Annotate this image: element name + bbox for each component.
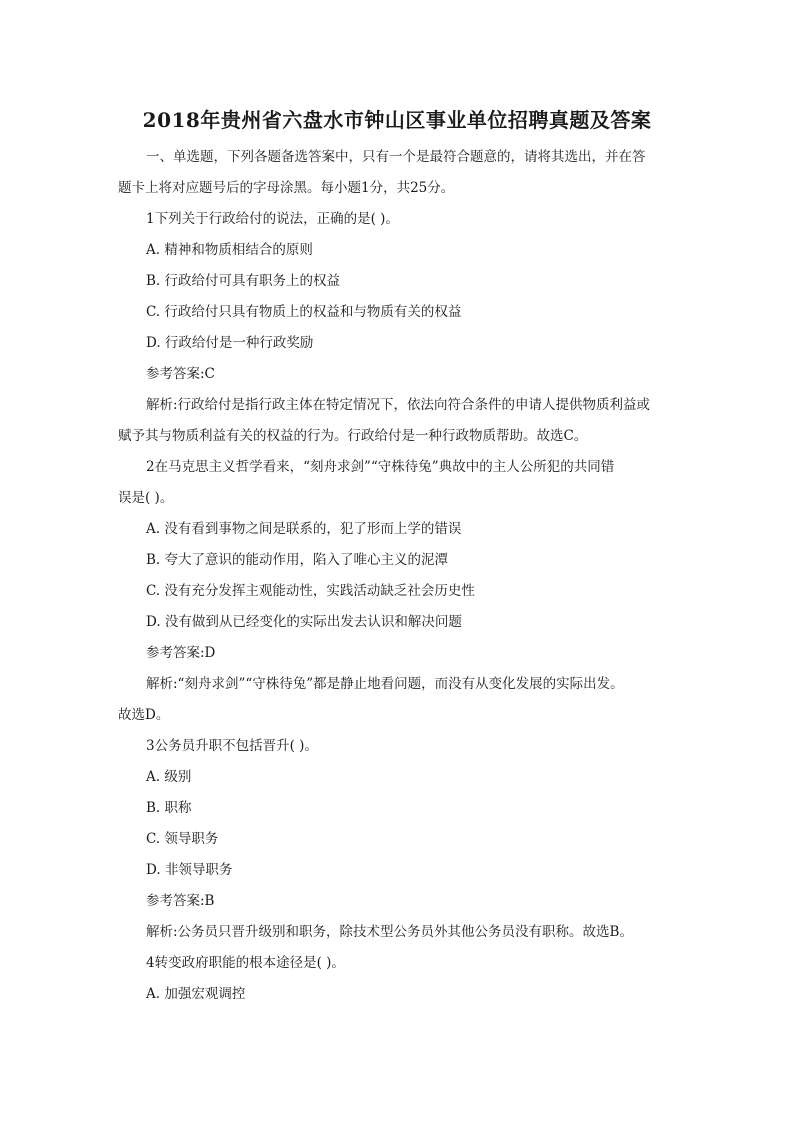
answer-key: 参考答案:D (146, 645, 216, 661)
question-option: B. 行政给付可具有职务上的权益 (146, 273, 341, 289)
answer-key: 参考答案:C (146, 366, 215, 382)
question-stem: 2在马克思主义哲学看来，“刻舟求剑”“守株待兔”典故中的主人公所犯的共同错 (146, 459, 615, 475)
question-option: D. 没有做到从已经变化的实际出发去认识和解决问题 (146, 614, 462, 630)
question-option: A. 加强宏观调控 (146, 986, 246, 1002)
question-stem: 误是( )。 (118, 490, 174, 506)
question-option: A. 没有看到事物之间是联系的，犯了形而上学的错误 (146, 521, 462, 537)
answer-analysis: 故选D。 (118, 707, 170, 723)
question-option: D. 非领导职务 (146, 862, 233, 878)
question-option: C. 没有充分发挥主观能动性，实践活动缺乏社会历史性 (146, 583, 475, 599)
question-option: D. 行政给付是一种行政奖励 (146, 335, 314, 351)
answer-analysis: 解析:“刻舟求剑”“守株待兔”都是静止地看问题，而没有从变化发展的实际出发。 (146, 676, 624, 692)
section-intro-line: 题卡上将对应题号后的字母涂黑。每小题1分，共25分。 (118, 180, 455, 196)
section-intro-line: 一、单选题，下列各题备选答案中，只有一个是最符合题意的，请将其选出，并在答 (146, 149, 646, 165)
question-option: B. 职称 (146, 800, 192, 816)
question-stem: 4转变政府职能的根本途径是( )。 (146, 955, 345, 971)
answer-analysis: 赋予其与物质利益有关的权益的行为。行政给付是一种行政物质帮助。故选C。 (118, 428, 588, 444)
question-option: A. 级别 (146, 769, 192, 785)
question-option: C. 行政给付只具有物质上的权益和与物质有关的权益 (146, 304, 462, 320)
answer-key: 参考答案:B (146, 893, 215, 909)
answer-analysis: 解析:行政给付是指行政主体在特定情况下，依法向符合条件的申请人提供物质利益或 (146, 397, 651, 413)
document-body (118, 142, 678, 1010)
question-option: C. 领导职务 (146, 831, 219, 847)
question-stem: 1下列关于行政给付的说法，正确的是( )。 (146, 211, 399, 227)
question-stem: 3公务员升职不包括晋升( )。 (146, 738, 318, 754)
answer-analysis: 解析:公务员只晋升级别和职务，除技术型公务员外其他公务员没有职称。故选B。 (146, 924, 633, 940)
question-option: A. 精神和物质相结合的原则 (146, 242, 313, 258)
document-title: 2018年贵州省六盘水市钟山区事业单位招聘真题及答案 (142, 108, 652, 132)
question-option: B. 夸大了意识的能动作用，陷入了唯心主义的泥潭 (146, 552, 449, 568)
